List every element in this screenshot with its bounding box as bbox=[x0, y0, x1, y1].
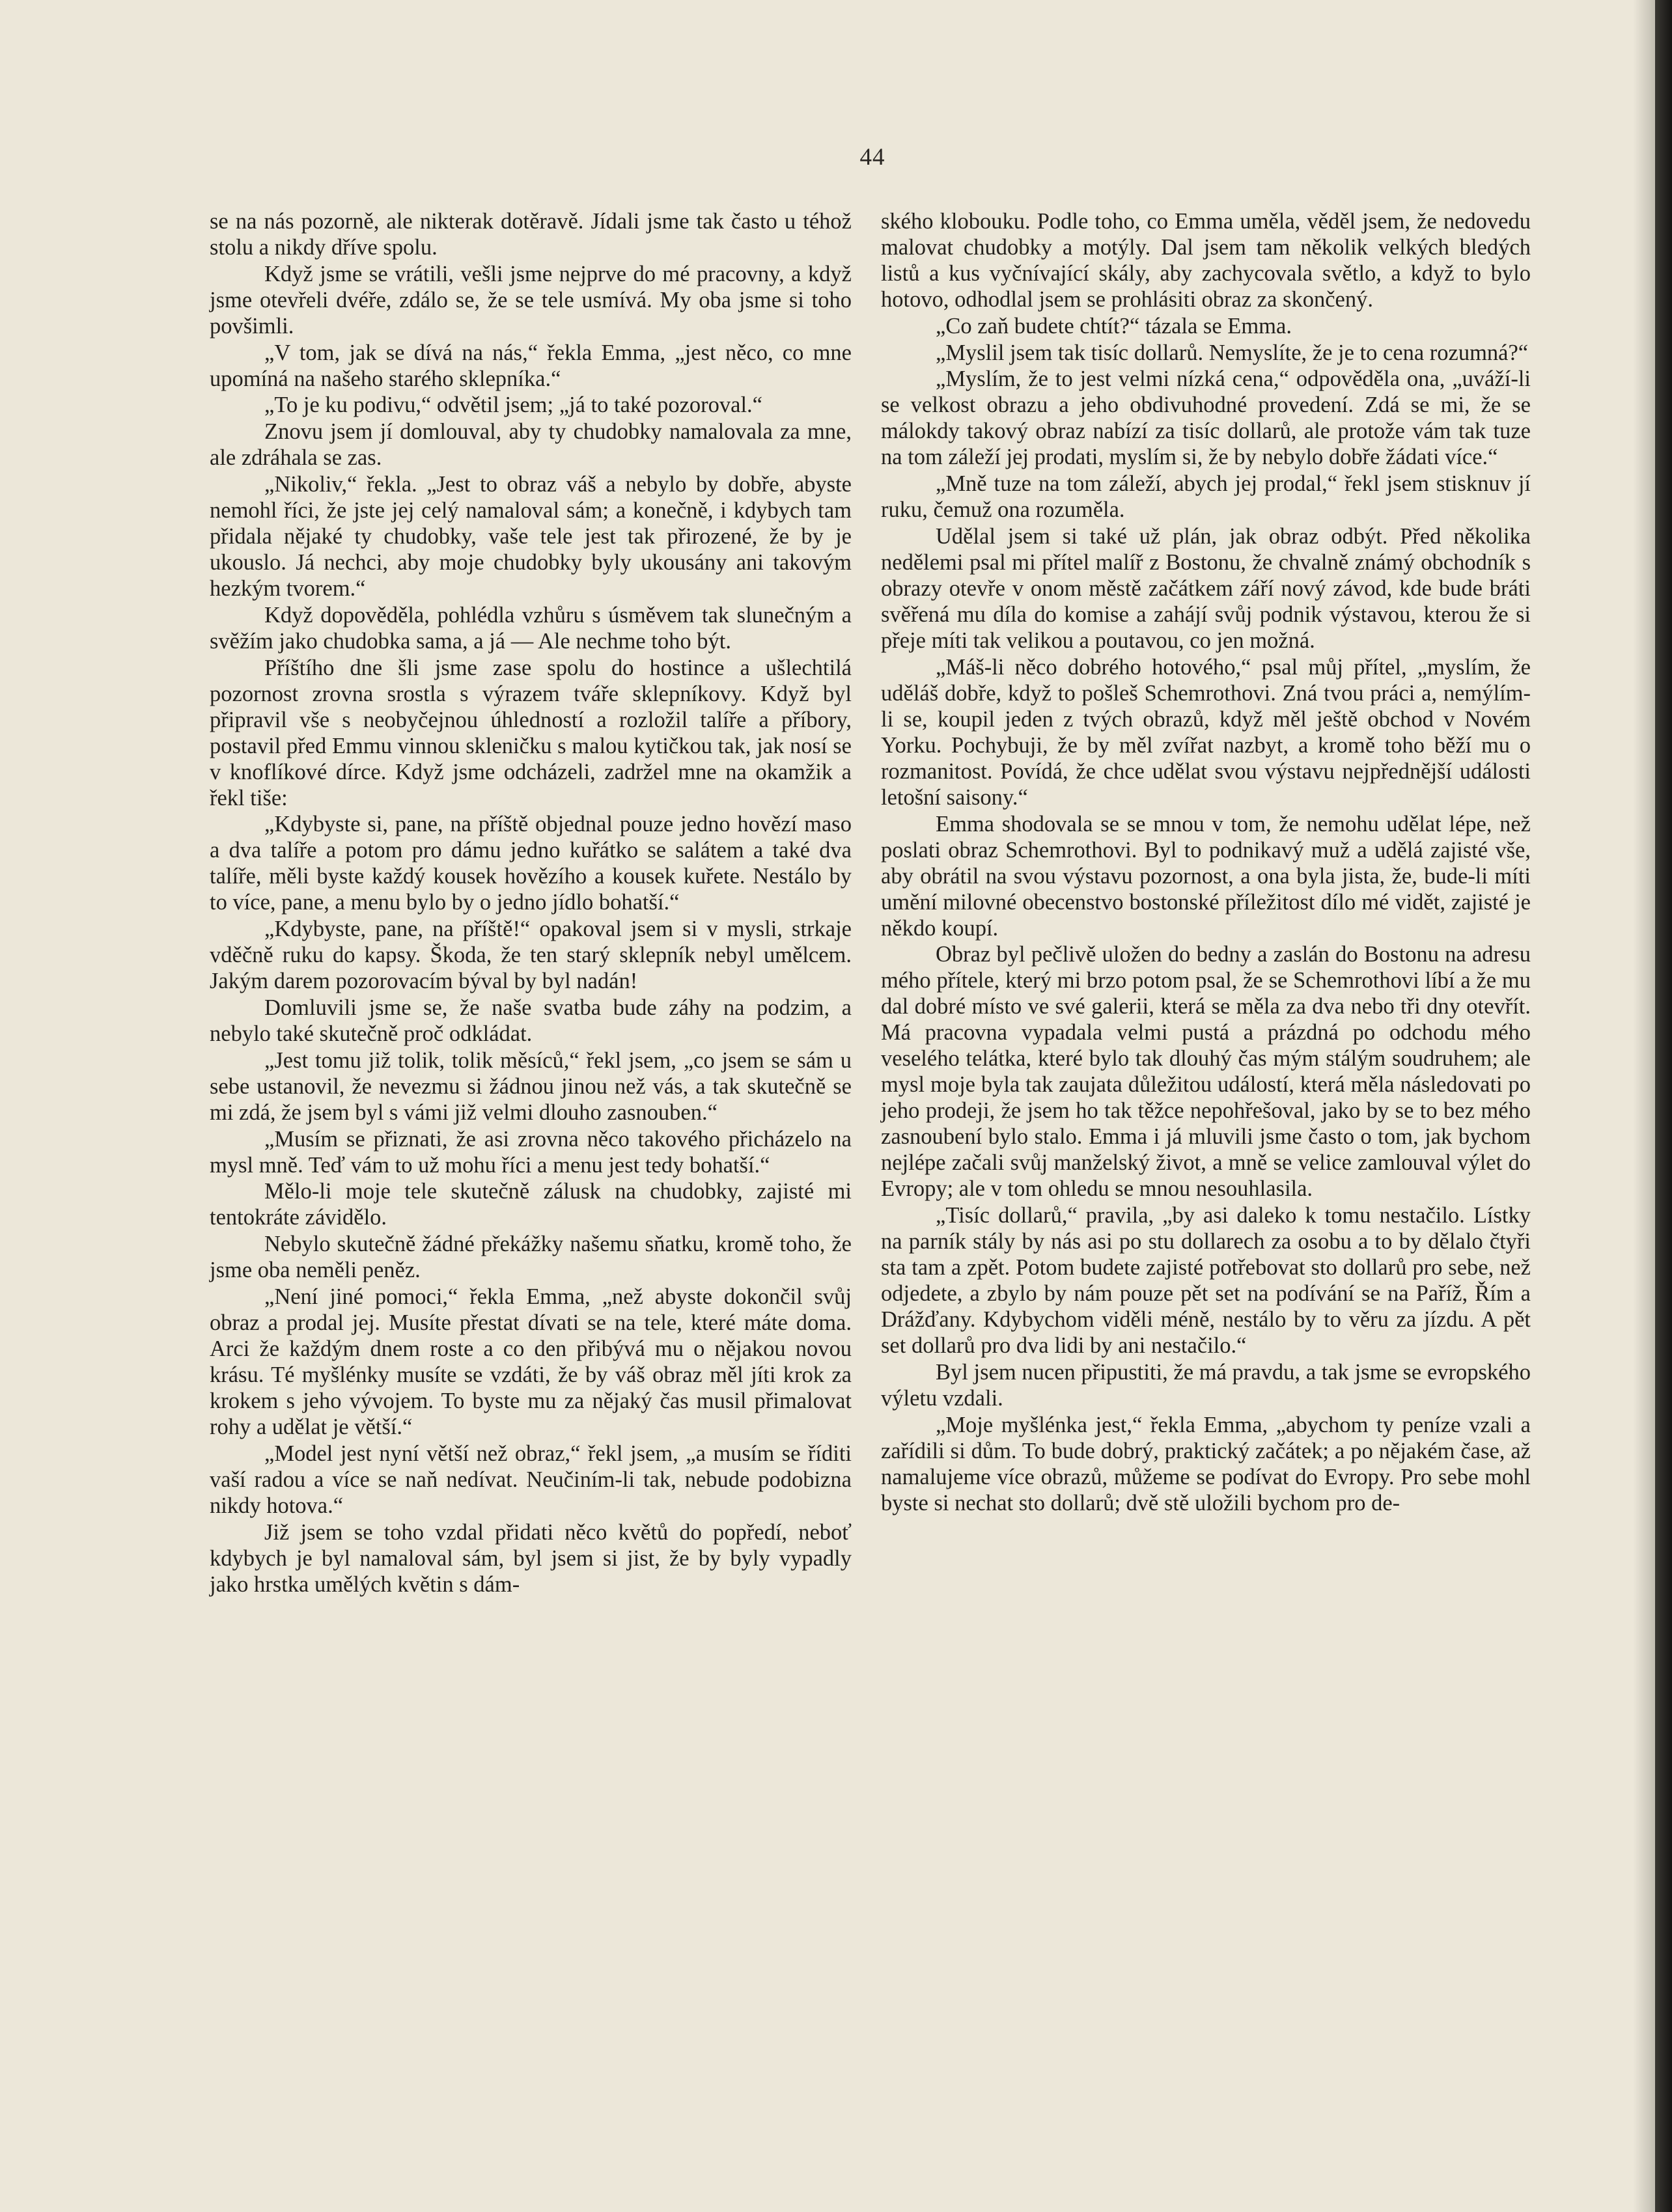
paragraph: „V tom, jak se dívá na nás,“ řekla Emma, „jest něco, co mne upomíná na našeho starého sklepníka.“ bbox=[210, 340, 852, 391]
paragraph: „Moje myšlénka jest,“ řekla Emma, „abychom ty peníze vzali a zařídili si dům. To bude dobrý, praktický začátek; a po nějakém čase, až namalujeme více obrazů, můžeme se podívat do Evropy. Pro sebe mohl byste si nechat sto dollarů; dvě stě uložili bychom pro de- bbox=[881, 1412, 1531, 1515]
page-number: 44 bbox=[859, 144, 885, 171]
paragraph: „Jest tomu již tolik, tolik měsíců,“ řekl jsem, „co jsem se sám u sebe ustanovil, že nevezmu si žádnou jinou než vás, a tak skutečně se mi zdá, že jsem byl s vámi již velmi dlouho zasnouben.“ bbox=[210, 1047, 852, 1125]
paragraph: „Nikoliv,“ řekla. „Jest to obraz váš a nebylo by dobře, abyste nemohl říci, že jste jej celý namaloval sám; a konečně, i kdybych tam přidala nějaké ty chudobky, vaše tele jest tak přirozené, že by je ukouslo. Já nechci, aby moje chudobky byly ukousány ani takovým hezkým tvorem.“ bbox=[210, 471, 852, 601]
left-text-column bbox=[210, 208, 852, 1597]
paragraph: Nebylo skutečně žádné překážky našemu sňatku, kromě toho, že jsme oba neměli peněz. bbox=[210, 1232, 852, 1283]
paragraph: Emma shodovala se se mnou v tom, že nemohu udělat lépe, než poslati obraz Schemrothovi. Byl to podnikavý muž a udělá zajisté vše, aby obrátil na svou výstavu pozornost, a ona byla jista, že, bude-li míti umění milovné obecenstvo bostonské příležitost dílo mé vidět, zajisté je někdo koupí. bbox=[881, 811, 1531, 941]
paragraph: „Myslil jsem tak tisíc dollarů. Nemyslíte, že je to cena rozumná?“ bbox=[936, 340, 1529, 365]
right-text-column bbox=[881, 208, 1531, 1517]
paragraph: „Tisíc dollarů,“ pravila, „by asi daleko k tomu nestačilo. Lístky na parník stály by nás asi po stu dollarech za osobu a to by dělalo čtyři sta tam a zpět. Potom budete zajisté potřebovat sto dollarů pro sebe, než odjedete, a zbylo by nám pouze pět set na podívání se na Paříž, Řím a Drážďany. Kdybychom viděli méně, nestálo by to věru za jízdu. A pět set dollarů pro dva lidi by ani nestačilo.“ bbox=[881, 1203, 1531, 1359]
paragraph: „Kdybyste, pane, na příště!“ opakoval jsem si v mysli, strkaje vděčně ruku do kapsy. Škoda, že ten starý sklepník nebyl umělcem. Jakým darem pozorovacím býval by byl nadán! bbox=[210, 917, 852, 994]
paragraph: Udělal jsem si také už plán, jak obraz odbýt. Před několika nedělemi psal mi přítel malíř z Bostonu, že chvalně známý obchodník s obrazy otevře v onom městě začátkem září nový závod, kde bude bráti svěřená mu díla do komise a zahájí svůj podnik výstavou, kterou že si přeje míti tak velikou a poutavou, co jen možná. bbox=[881, 523, 1531, 653]
paragraph: Mělo-li moje tele skutečně zálusk na chudobky, zajisté mi tentokráte závidělo. bbox=[210, 1179, 852, 1230]
page-edge-shadow bbox=[1633, 0, 1655, 2212]
paragraph: Již jsem se toho vzdal přidati něco květů do popředí, neboť kdybych je byl namaloval sám, byl jsem si jist, že by byly vypadly jako hrstka umělých květin s dám- bbox=[210, 1519, 852, 1597]
paragraph: se na nás pozorně, ale nikterak dotěravě. Jídali jsme tak často u téhož stolu a nikdy dříve spolu. bbox=[210, 209, 852, 260]
paragraph: „Co zaň budete chtít?“ tázala se Emma. bbox=[936, 313, 1292, 339]
paragraph: Byl jsem nucen připustiti, že má pravdu, a tak jsme se evropského výletu vzdali. bbox=[881, 1359, 1531, 1411]
paragraph: „Není jiné pomoci,“ řekla Emma, „než abyste dokončil svůj obraz a prodal jej. Musíte přestat dívati se na tele, které máte doma. Arci že každým dnem roste a co den přibývá mu o nějakou novou krásu. Té myšlénky musíte se vzdáti, že by váš obraz měl jíti krok za krokem s jeho vývojem. To byste mu za nějaký čas musil přimalovat rohy a udělat je větší.“ bbox=[210, 1284, 852, 1439]
paragraph: „To je ku podivu,“ odvětil jsem; „já to také pozoroval.“ bbox=[264, 393, 762, 418]
paragraph: „Musím se přiznati, že asi zrovna něco takového přicházelo na mysl mně. Teď vám to už mohu říci a menu jest tedy bohatší.“ bbox=[210, 1126, 852, 1178]
paragraph: ského klobouku. Podle toho, co Emma uměla, věděl jsem, že nedovedu malovat chudobky a motýly. Dal jsem tam několik velkých bledých listů a kus vyčnívající skály, aby zachycovala světlo, a když to bylo hotovo, odhodlal jsem se prohlásiti obraz za skončený. bbox=[881, 209, 1531, 312]
paragraph: „Mně tuze na tom záleží, abych jej prodal,“ řekl jsem stisknuv jí ruku, čemuž ona rozuměla. bbox=[881, 471, 1531, 523]
paragraph: Když dopověděla, pohlédla vzhůru s úsměvem tak slunečným a svěžím jako chudobka sama, a já — Ale nechme toho být. bbox=[210, 602, 852, 654]
paragraph: Znovu jsem jí domlouval, aby ty chudobky namalovala za mne, ale zdráhala se zas. bbox=[210, 419, 852, 471]
paragraph: „Kdybyste si, pane, na příště objednal pouze jedno hovězí maso a dva talíře a potom pro dámu jedno kuřátko se salátem a také dva talíře, měli byste každý kousek hovězího a kousek kuřete. Nestálo by to více, pane, a menu bylo by o jedno jídlo bohatší.“ bbox=[210, 812, 852, 915]
paragraph: Domluvili jsme se, že naše svatba bude záhy na podzim, a nebylo také skutečně proč odkládat. bbox=[210, 995, 852, 1046]
paragraph: Když jsme se vrátili, vešli jsme nejprve do mé pracovny, a když jsme otevřeli dvéře, zdálo se, že se tele usmívá. My oba jsme si toho povšimli. bbox=[210, 261, 852, 339]
paragraph: „Máš-li něco dobrého hotového,“ psal můj přítel, „myslím, že uděláš dobře, když to pošleš Schemrothovi. Zná tvou práci a, nemýlím-li se, koupil jeden z tvých obrazů, když měl ještě obchod v Novém Yorku. Pochybuji, že by měl zvířat nazbyt, a kromě toho běží mu o rozmanitost. Povídá, že chce udělat svou výstavu nejpřednější události letošní saisony.“ bbox=[881, 654, 1531, 810]
paragraph: Příštího dne šli jsme zase spolu do hostince a ušlechtilá pozornost zrovna srostla s výrazem tváře sklepníkovy. Když byl připravil vše s neobyčejnou úhledností a rozložil talíře a příbory, postavil před Emmu vinnou skleničku s malou kytičkou tak, jak nosí se v knoflíkové dírce. Když jsme odcházeli, zadržel mne na okamžik a řekl tiše: bbox=[210, 655, 852, 810]
paragraph: „Model jest nyní větší než obraz,“ řekl jsem, „a musím se říditi vaší radou a více se naň nedívat. Neučiním-li tak, nebude podobizna nikdy hotova.“ bbox=[210, 1441, 852, 1518]
paragraph: Obraz byl pečlivě uložen do bedny a zaslán do Bostonu na adresu mého přítele, který mi brzo potom psal, že se Schemrothovi líbí a že mu dal dobré místo ve své galerii, která se měla za dva nebo tři dny otevřít. Má pracovna vypadala velmi pustá a prázdná po odchodu mého veselého telátka, které bylo tak dlouhý čas mým stálým soudruhem; ale mysl moje byla tak zaujata důležitou událostí, která měla následovati po jeho prodeji, že jsem ho tak těžce nepohřešoval, jako by se to bez mého zasnoubení bylo stalo. Emma i já mluvili jsme často o tom, jak bychom nejlépe začali svůj manželský život, a mně se velice zamlouval výlet do Evropy; ale v tom ohledu se mnou nesouhlasila. bbox=[881, 942, 1531, 1202]
book-spine bbox=[1655, 0, 1672, 2212]
paragraph: „Myslím, že to jest velmi nízká cena,“ odpověděla ona, „uváží-li se velkost obrazu a jeho obdivuhodné provedení. Zdá se mi, že se málokdy takový obraz nabízí za tisíc dollarů, ale protože vám tak tuze na tom záleží jej prodati, myslím si, že by nebylo dobře žádati více.“ bbox=[881, 366, 1531, 470]
